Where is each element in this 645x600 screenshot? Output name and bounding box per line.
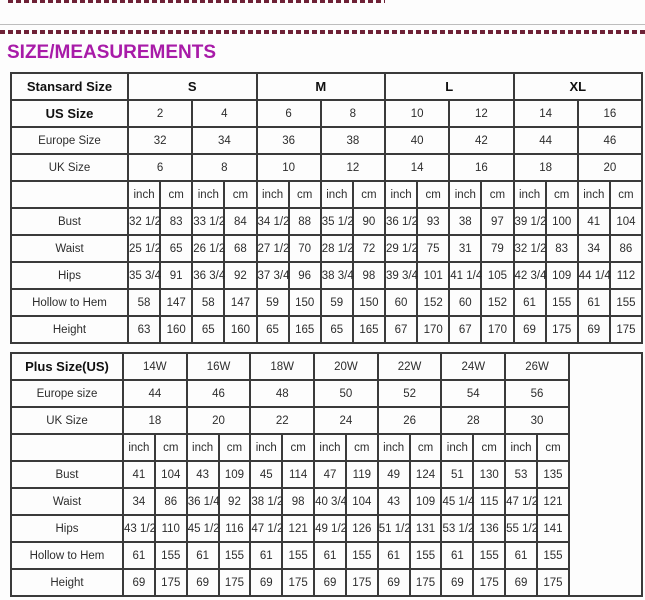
value-cell: 49 1/2: [314, 515, 346, 542]
value-cell: 109: [546, 262, 578, 289]
value-cell: 155: [610, 289, 642, 316]
value-cell: 26W: [505, 353, 569, 380]
value-cell: 32: [128, 127, 192, 154]
value-cell: 75: [417, 235, 449, 262]
row-header-cell: Europe Size: [11, 127, 128, 154]
value-cell: 126: [346, 515, 378, 542]
value-cell: 131: [410, 515, 442, 542]
row-header-cell: Hollow to Hem: [11, 542, 123, 569]
value-cell: 96: [289, 262, 321, 289]
table-row: [11, 100, 642, 127]
value-cell: 61: [505, 542, 537, 569]
value-cell: 160: [160, 316, 192, 343]
value-cell: 48: [250, 380, 314, 407]
value-cell: 150: [289, 289, 321, 316]
value-cell: 175: [537, 569, 569, 596]
unit-cell: inch: [314, 434, 346, 461]
value-cell: 150: [353, 289, 385, 316]
value-cell: 175: [410, 569, 442, 596]
value-cell: 100: [546, 208, 578, 235]
value-cell: 34: [123, 488, 155, 515]
value-cell: 121: [282, 515, 314, 542]
value-cell: 35 1/2: [321, 208, 353, 235]
value-cell: 61: [123, 542, 155, 569]
table-row: [11, 154, 642, 181]
value-cell: 119: [346, 461, 378, 488]
unit-cell: inch: [578, 181, 610, 208]
value-cell: 36 3/4: [192, 262, 224, 289]
value-cell: 22: [250, 407, 314, 434]
divider-line: [0, 24, 645, 25]
value-cell: 38: [449, 208, 481, 235]
row-header-cell: US Size: [11, 100, 128, 127]
value-cell: 28: [441, 407, 505, 434]
value-cell: 175: [155, 569, 187, 596]
unit-cell: cm: [346, 434, 378, 461]
value-cell: 39 3/4: [385, 262, 417, 289]
value-cell: 105: [481, 262, 513, 289]
value-cell: 59: [257, 289, 289, 316]
value-cell: 38 1/2: [250, 488, 282, 515]
value-cell: 170: [417, 316, 449, 343]
value-cell: 72: [353, 235, 385, 262]
value-cell: 70: [289, 235, 321, 262]
unit-cell: inch: [505, 434, 537, 461]
empty-cell: [11, 434, 123, 461]
value-cell: 34: [578, 235, 610, 262]
value-cell: 44: [514, 127, 578, 154]
value-cell: 24W: [441, 353, 505, 380]
value-cell: 92: [219, 488, 251, 515]
value-cell: 2: [128, 100, 192, 127]
value-cell: 136: [473, 515, 505, 542]
unit-cell: inch: [123, 434, 155, 461]
value-cell: 54: [441, 380, 505, 407]
value-cell: 61: [378, 542, 410, 569]
value-cell: 112: [610, 262, 642, 289]
size-header-cell: XL: [514, 73, 643, 100]
unit-cell: inch: [441, 434, 473, 461]
value-cell: 69: [250, 569, 282, 596]
value-cell: 147: [224, 289, 256, 316]
value-cell: 59: [321, 289, 353, 316]
value-cell: 45 1/2: [187, 515, 219, 542]
table-row: [11, 262, 642, 289]
value-cell: 35 3/4: [128, 262, 160, 289]
value-cell: 51: [441, 461, 473, 488]
unit-cell: cm: [481, 181, 513, 208]
size-header-cell: S: [128, 73, 257, 100]
value-cell: 65: [192, 316, 224, 343]
unit-cell: inch: [321, 181, 353, 208]
row-header-cell: Waist: [11, 235, 128, 262]
value-cell: 91: [160, 262, 192, 289]
value-cell: 37 3/4: [257, 262, 289, 289]
unit-cell: cm: [410, 434, 442, 461]
value-cell: 12: [321, 154, 385, 181]
value-cell: 43 1/2: [123, 515, 155, 542]
unit-cell: inch: [378, 434, 410, 461]
table-row: [11, 316, 642, 343]
value-cell: 61: [514, 289, 546, 316]
value-cell: 29 1/2: [385, 235, 417, 262]
value-cell: 83: [160, 208, 192, 235]
value-cell: 97: [481, 208, 513, 235]
unit-cell: cm: [219, 434, 251, 461]
row-header-cell: UK Size: [11, 407, 123, 434]
unit-cell: inch: [257, 181, 289, 208]
value-cell: 36 1/4: [187, 488, 219, 515]
unit-cell: cm: [546, 181, 578, 208]
value-cell: 69: [505, 569, 537, 596]
table-row: [11, 461, 642, 488]
value-cell: 65: [160, 235, 192, 262]
value-cell: 69: [578, 316, 610, 343]
value-cell: 33 1/2: [192, 208, 224, 235]
value-cell: 86: [610, 235, 642, 262]
value-cell: 61: [578, 289, 610, 316]
value-cell: 152: [481, 289, 513, 316]
row-header-cell: Height: [11, 316, 128, 343]
value-cell: 69: [123, 569, 155, 596]
value-cell: 67: [385, 316, 417, 343]
empty-cell: [569, 353, 642, 596]
empty-cell: [11, 181, 128, 208]
table-row: [11, 380, 642, 407]
value-cell: 58: [192, 289, 224, 316]
row-header-cell: Height: [11, 569, 123, 596]
table-row: [11, 434, 642, 461]
table-row: [11, 353, 642, 380]
value-cell: 115: [473, 488, 505, 515]
value-cell: 155: [282, 542, 314, 569]
value-cell: 53: [505, 461, 537, 488]
value-cell: 109: [219, 461, 251, 488]
value-cell: 60: [449, 289, 481, 316]
size-header-cell: M: [257, 73, 386, 100]
value-cell: 40: [385, 127, 449, 154]
value-cell: 86: [155, 488, 187, 515]
value-cell: 40 3/4: [314, 488, 346, 515]
table-row: [11, 73, 642, 100]
value-cell: 24: [314, 407, 378, 434]
value-cell: 135: [537, 461, 569, 488]
row-header-cell: Hips: [11, 262, 128, 289]
value-cell: 39 1/2: [514, 208, 546, 235]
value-cell: 69: [514, 316, 546, 343]
value-cell: 92: [224, 262, 256, 289]
value-cell: 36: [257, 127, 321, 154]
value-cell: 65: [321, 316, 353, 343]
value-cell: 4: [192, 100, 256, 127]
unit-cell: inch: [192, 181, 224, 208]
unit-cell: inch: [385, 181, 417, 208]
value-cell: 31: [449, 235, 481, 262]
row-header-cell: Hips: [11, 515, 123, 542]
unit-cell: cm: [537, 434, 569, 461]
value-cell: 69: [187, 569, 219, 596]
value-cell: 22W: [378, 353, 442, 380]
value-cell: 65: [257, 316, 289, 343]
value-cell: 16W: [187, 353, 251, 380]
table-row: [11, 407, 642, 434]
value-cell: 58: [128, 289, 160, 316]
value-cell: 53 1/2: [441, 515, 473, 542]
value-cell: 69: [314, 569, 346, 596]
value-cell: 141: [537, 515, 569, 542]
row-header-cell: Europe size: [11, 380, 123, 407]
plus-size-table: [10, 352, 643, 597]
value-cell: 20: [187, 407, 251, 434]
value-cell: 51 1/2: [378, 515, 410, 542]
value-cell: 47 1/2: [250, 515, 282, 542]
value-cell: 69: [378, 569, 410, 596]
unit-cell: cm: [353, 181, 385, 208]
value-cell: 60: [385, 289, 417, 316]
row-header-cell: Stansard Size: [11, 73, 128, 100]
value-cell: 41: [578, 208, 610, 235]
value-cell: 26 1/2: [192, 235, 224, 262]
value-cell: 42 3/4: [514, 262, 546, 289]
table-row: [11, 569, 642, 596]
page-title: SIZE/MEASUREMENTS: [7, 42, 217, 63]
value-cell: 175: [219, 569, 251, 596]
value-cell: 47: [314, 461, 346, 488]
value-cell: 61: [441, 542, 473, 569]
unit-cell: cm: [155, 434, 187, 461]
value-cell: 67: [449, 316, 481, 343]
value-cell: 18: [123, 407, 187, 434]
value-cell: 110: [155, 515, 187, 542]
value-cell: 63: [128, 316, 160, 343]
value-cell: 165: [353, 316, 385, 343]
value-cell: 155: [546, 289, 578, 316]
value-cell: 10: [385, 100, 449, 127]
value-cell: 61: [314, 542, 346, 569]
value-cell: 98: [353, 262, 385, 289]
value-cell: 69: [441, 569, 473, 596]
value-cell: 10: [257, 154, 321, 181]
value-cell: 34 1/2: [257, 208, 289, 235]
value-cell: 114: [282, 461, 314, 488]
table-row: [11, 515, 642, 542]
unit-cell: inch: [250, 434, 282, 461]
value-cell: 44: [123, 380, 187, 407]
value-cell: 155: [155, 542, 187, 569]
value-cell: 45: [250, 461, 282, 488]
standard-size-table: [10, 72, 643, 344]
row-header-cell: Waist: [11, 488, 123, 515]
cropped-top-dashed-line: [8, 0, 385, 3]
value-cell: 61: [250, 542, 282, 569]
value-cell: 16: [449, 154, 513, 181]
value-cell: 50: [314, 380, 378, 407]
value-cell: 32 1/2: [128, 208, 160, 235]
value-cell: 175: [282, 569, 314, 596]
value-cell: 12: [449, 100, 513, 127]
value-cell: 147: [160, 289, 192, 316]
value-cell: 46: [578, 127, 642, 154]
value-cell: 20: [578, 154, 642, 181]
value-cell: 14: [385, 154, 449, 181]
value-cell: 79: [481, 235, 513, 262]
table-row: [11, 127, 642, 154]
value-cell: 84: [224, 208, 256, 235]
value-cell: 61: [187, 542, 219, 569]
unit-cell: cm: [282, 434, 314, 461]
unit-cell: cm: [610, 181, 642, 208]
value-cell: 175: [473, 569, 505, 596]
value-cell: 8: [321, 100, 385, 127]
value-cell: 14W: [123, 353, 187, 380]
value-cell: 109: [410, 488, 442, 515]
row-header-cell: UK Size: [11, 154, 128, 181]
value-cell: 68: [224, 235, 256, 262]
value-cell: 155: [473, 542, 505, 569]
value-cell: 170: [481, 316, 513, 343]
table-row: [11, 488, 642, 515]
value-cell: 28 1/2: [321, 235, 353, 262]
value-cell: 27 1/2: [257, 235, 289, 262]
unit-cell: cm: [473, 434, 505, 461]
value-cell: 155: [537, 542, 569, 569]
value-cell: 165: [289, 316, 321, 343]
value-cell: 8: [192, 154, 256, 181]
table-row: [11, 235, 642, 262]
value-cell: 101: [417, 262, 449, 289]
unit-cell: cm: [417, 181, 449, 208]
value-cell: 160: [224, 316, 256, 343]
value-cell: 155: [219, 542, 251, 569]
value-cell: 36 1/2: [385, 208, 417, 235]
row-header-cell: Plus Size(US): [11, 353, 123, 380]
value-cell: 32 1/2: [514, 235, 546, 262]
value-cell: 43: [187, 461, 219, 488]
value-cell: 98: [282, 488, 314, 515]
value-cell: 38: [321, 127, 385, 154]
value-cell: 38 3/4: [321, 262, 353, 289]
value-cell: 175: [546, 316, 578, 343]
dashed-divider-line: [0, 30, 645, 34]
unit-cell: cm: [160, 181, 192, 208]
unit-cell: cm: [224, 181, 256, 208]
value-cell: 121: [537, 488, 569, 515]
value-cell: 88: [289, 208, 321, 235]
value-cell: 90: [353, 208, 385, 235]
value-cell: 20W: [314, 353, 378, 380]
value-cell: 55 1/2: [505, 515, 537, 542]
value-cell: 175: [610, 316, 642, 343]
value-cell: 56: [505, 380, 569, 407]
unit-cell: cm: [289, 181, 321, 208]
value-cell: 34: [192, 127, 256, 154]
table-row: [11, 181, 642, 208]
value-cell: 42: [449, 127, 513, 154]
unit-cell: inch: [514, 181, 546, 208]
value-cell: 130: [473, 461, 505, 488]
unit-cell: inch: [128, 181, 160, 208]
row-header-cell: Bust: [11, 208, 128, 235]
value-cell: 155: [410, 542, 442, 569]
value-cell: 25 1/2: [128, 235, 160, 262]
value-cell: 152: [417, 289, 449, 316]
size-header-cell: L: [385, 73, 514, 100]
value-cell: 83: [546, 235, 578, 262]
value-cell: 124: [410, 461, 442, 488]
value-cell: 155: [346, 542, 378, 569]
value-cell: 41: [123, 461, 155, 488]
row-header-cell: Hollow to Hem: [11, 289, 128, 316]
value-cell: 41 1/4: [449, 262, 481, 289]
row-header-cell: Bust: [11, 461, 123, 488]
unit-cell: inch: [187, 434, 219, 461]
value-cell: 93: [417, 208, 449, 235]
value-cell: 116: [219, 515, 251, 542]
value-cell: 6: [128, 154, 192, 181]
value-cell: 175: [346, 569, 378, 596]
value-cell: 16: [578, 100, 642, 127]
table-row: [11, 208, 642, 235]
value-cell: 26: [378, 407, 442, 434]
value-cell: 18W: [250, 353, 314, 380]
value-cell: 18: [514, 154, 578, 181]
value-cell: 6: [257, 100, 321, 127]
value-cell: 52: [378, 380, 442, 407]
value-cell: 30: [505, 407, 569, 434]
unit-cell: inch: [449, 181, 481, 208]
value-cell: 43: [378, 488, 410, 515]
value-cell: 45 1/4: [441, 488, 473, 515]
table-row: [11, 542, 642, 569]
value-cell: 46: [187, 380, 251, 407]
value-cell: 104: [155, 461, 187, 488]
value-cell: 49: [378, 461, 410, 488]
table-row: [11, 289, 642, 316]
value-cell: 47 1/2: [505, 488, 537, 515]
value-cell: 104: [346, 488, 378, 515]
value-cell: 14: [514, 100, 578, 127]
value-cell: 44 1/4: [578, 262, 610, 289]
value-cell: 104: [610, 208, 642, 235]
